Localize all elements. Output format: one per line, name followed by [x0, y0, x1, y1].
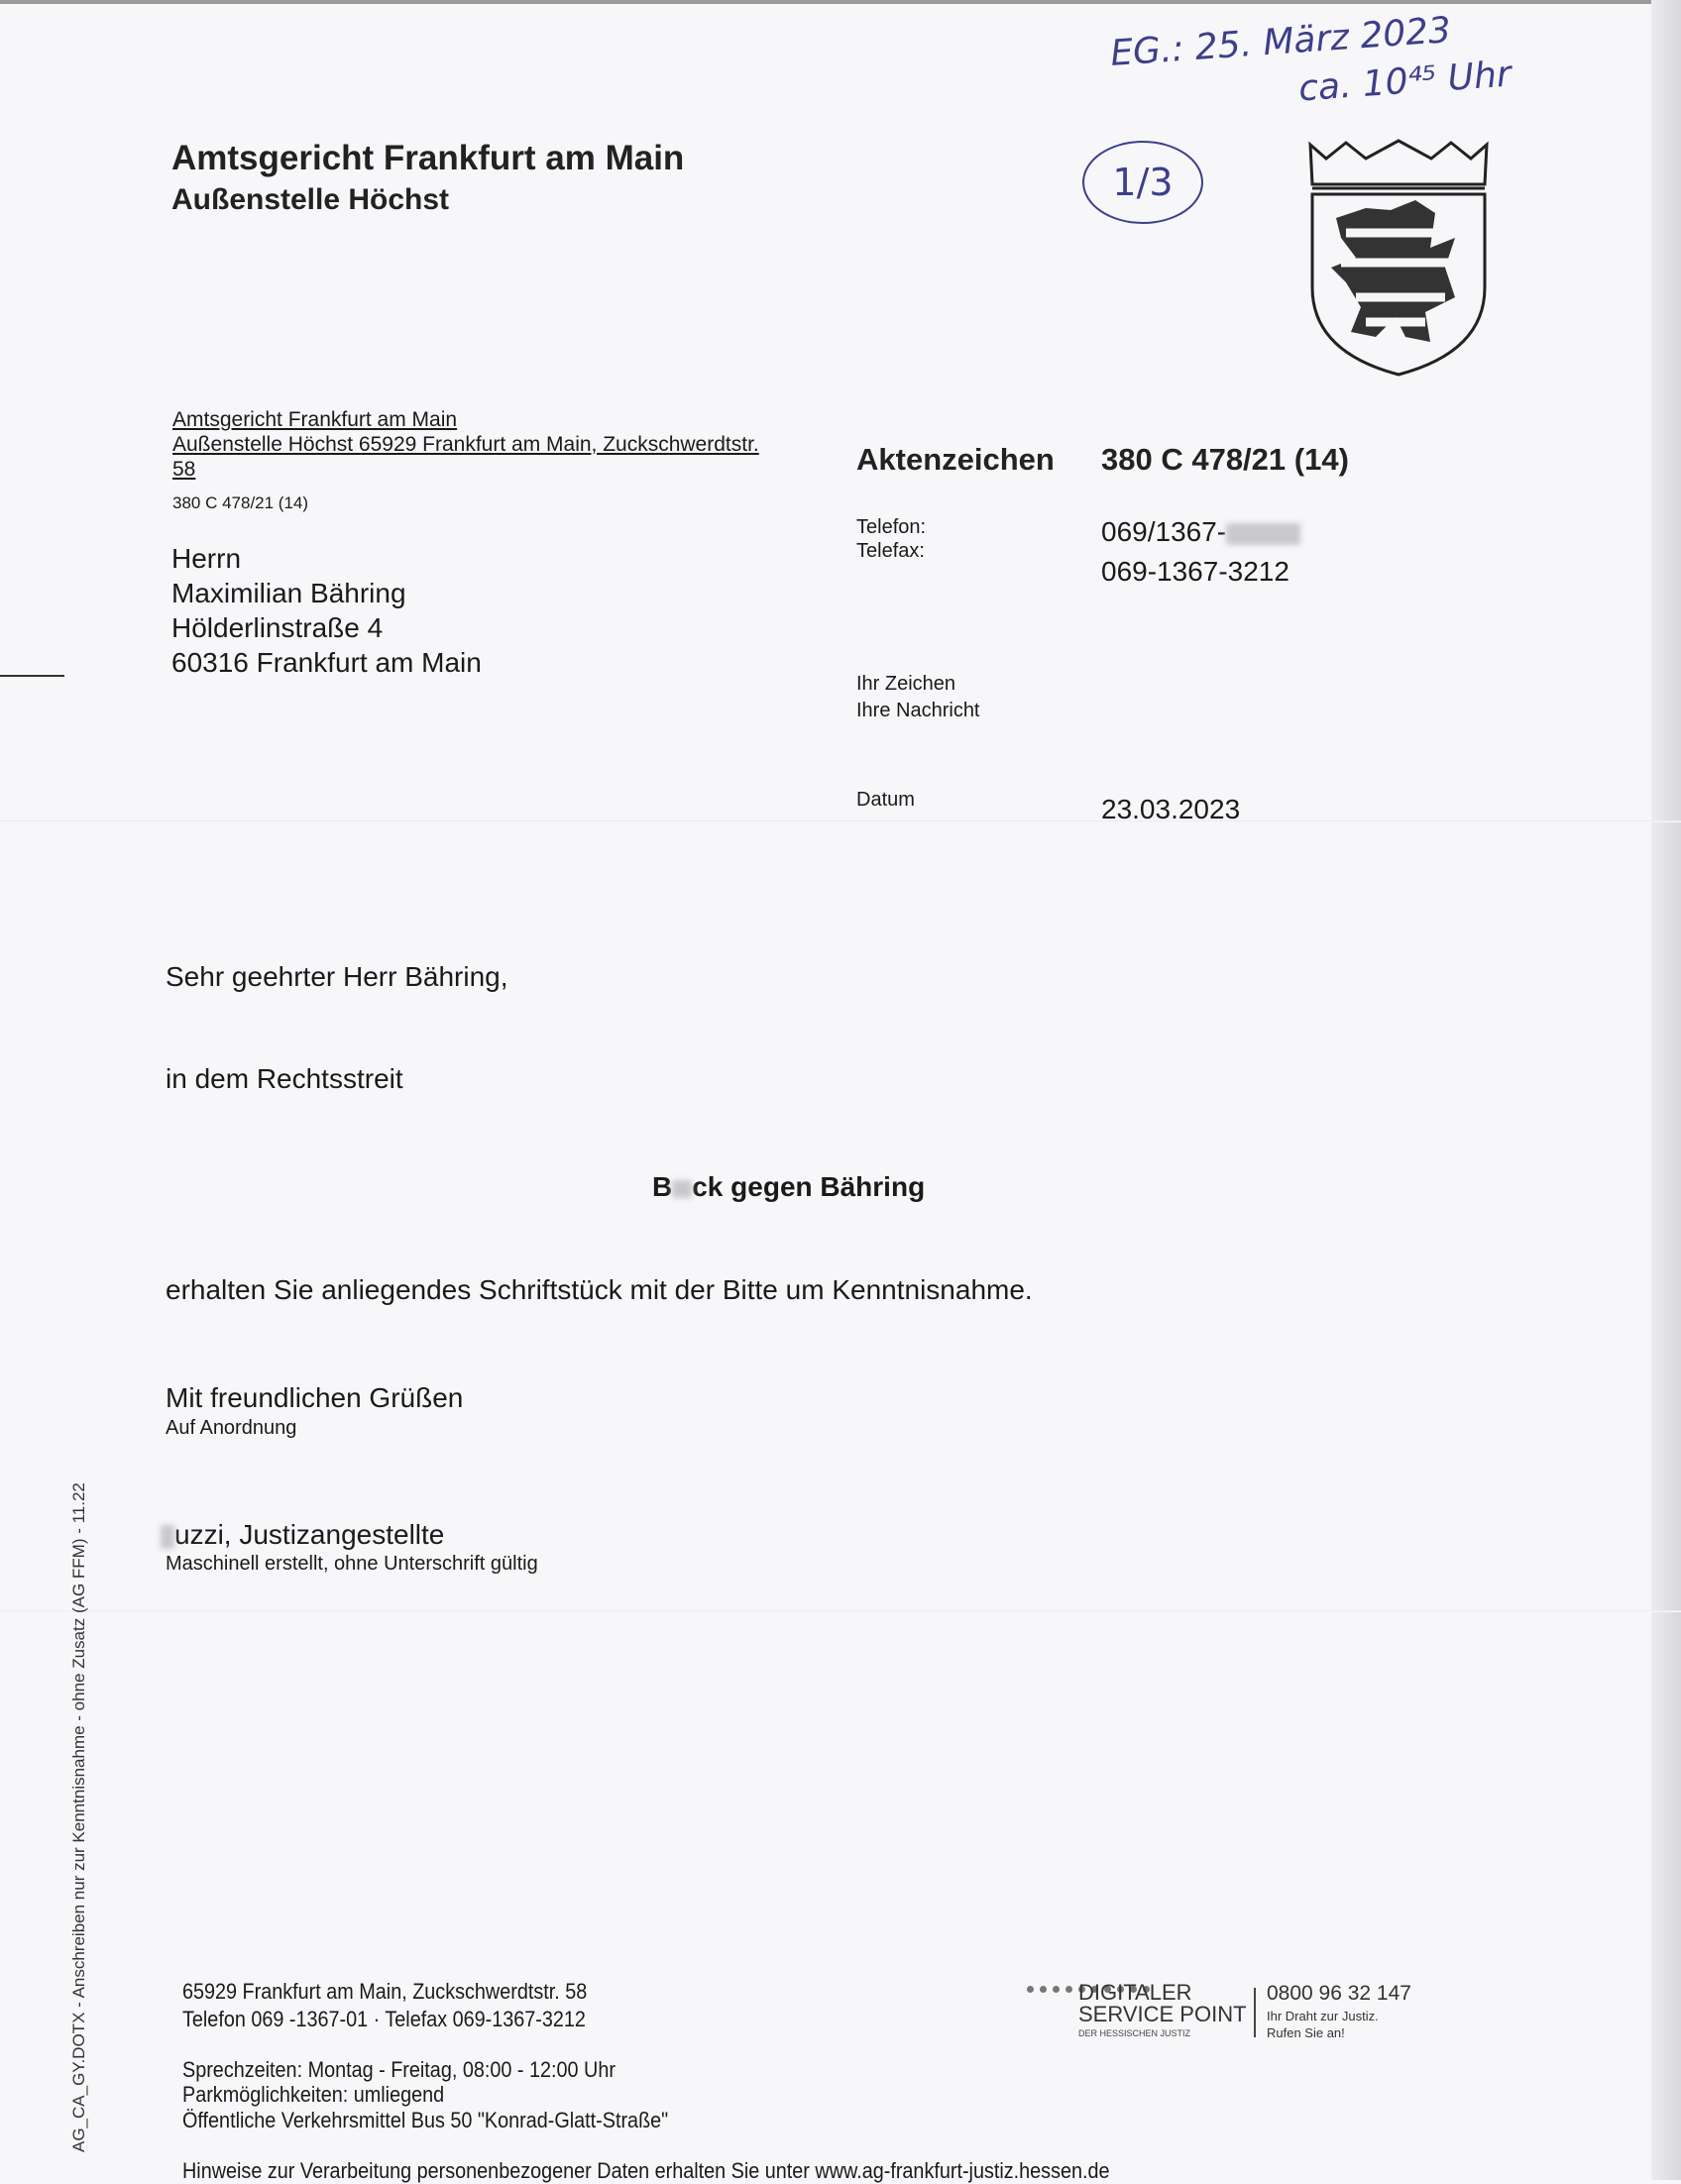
divider [1254, 1988, 1256, 2037]
case-title [652, 1171, 925, 1203]
signature-note: Maschinell erstellt, ohne Unterschrift gültig [166, 1553, 538, 1575]
datum-label: Datum [856, 789, 915, 811]
service-tag1: Ihr Draht zur Justiz. [1267, 2009, 1379, 2023]
footer-phones: Telefon 069 -1367-01 · Telefax 069-1367-3212 [182, 2007, 586, 2031]
return-address-ref: 380 C 478/21 (14) [172, 493, 309, 512]
service-phone: 0800 96 32 147 [1267, 1982, 1411, 2005]
service-line1: DIGITALER [1078, 1980, 1192, 2005]
recipient-salutation: Herrn [171, 543, 242, 574]
order-note: Auf Anordnung [166, 1417, 297, 1439]
telefon-value [1101, 516, 1300, 548]
footer-transit: Öffentliche Verkehrsmittel Bus 50 "Konrad-Glatt-Straße" [182, 2108, 669, 2132]
greeting: Sehr geehrter Herr Bähring, [166, 961, 508, 992]
return-address-line1: Amtsgericht Frankfurt am Main [172, 408, 458, 431]
datum-value: 23.03.2023 [1101, 794, 1241, 824]
fold-line [0, 1610, 1681, 1612]
service-line2: SERVICE POINT [1078, 2002, 1247, 2026]
case-prefix: B [652, 1171, 673, 1202]
return-address-line3: 58 [172, 458, 196, 481]
template-side-text: AG_CA_GY.DOTX - Anschreiben nur zur Kenntnisnahme - ohne Zusatz (AG FFM) - 11.22 [69, 1482, 88, 2152]
signer-name: uzzi, Justizangestellte [174, 1519, 445, 1550]
redacted-block [161, 1525, 174, 1549]
service-tag2: Rufen Sie an! [1267, 2025, 1345, 2040]
footer-address: 65929 Frankfurt am Main, Zuckschwerdtstr. 58 [182, 1979, 588, 2004]
dots-icon [1024, 1982, 1065, 2000]
telefax-label: Telefax: [856, 540, 925, 562]
recipient-street: Hölderlinstraße 4 [171, 612, 384, 643]
return-address-line2: Außenstelle Höchst 65929 Frankfurt am Main, Zuckschwerdtstr. [172, 433, 759, 456]
handwritten-page-mark [1082, 141, 1203, 224]
recipient-name: Maximilian Bähring [171, 578, 406, 608]
scan-edge [0, 0, 1681, 4]
redacted-block [672, 1180, 692, 1198]
body-text: erhalten Sie anliegendes Schriftstück mit der Bitte um Kenntnisnahme. [166, 1274, 1033, 1305]
recipient-city: 60316 Frankfurt am Main [171, 647, 482, 678]
hessen-crest-icon [1306, 139, 1491, 377]
telefon-label: Telefon: [856, 516, 927, 538]
case-rest: ck gegen Bähring [692, 1171, 926, 1202]
aktenzeichen-label: Aktenzeichen [856, 442, 1055, 477]
court-name: Amtsgericht Frankfurt am Main [171, 139, 685, 177]
footer-privacy: Hinweise zur Verarbeitung personenbezogener Daten erhalten Sie unter www.ag-frankfurt-justiz.hessen.de [182, 2158, 1110, 2183]
footer-hours: Sprechzeiten: Montag - Freitag, 08:00 - 12:00 Uhr [182, 2057, 616, 2082]
ihr-zeichen-label: Ihr Zeichen [856, 673, 956, 695]
redacted-block [1226, 523, 1300, 545]
footer-parking: Parkmöglichkeiten: umliegend [182, 2082, 445, 2107]
paper-edge [1651, 0, 1681, 2180]
closing: Mit freundlichen Grüßen [166, 1382, 464, 1413]
telefax-value: 069-1367-3212 [1101, 556, 1289, 587]
telefon-number: 069/1367- [1101, 516, 1227, 547]
aktenzeichen-value: 380 C 478/21 (14) [1101, 442, 1349, 477]
service-point-logo [1024, 1982, 1420, 2045]
fold-mark [0, 675, 64, 677]
handwritten-receipt-time: ca. 10⁴⁵ Uhr [1296, 54, 1513, 110]
handwritten-receipt-date: EG.: 25. März 2023 [1108, 10, 1453, 74]
page-mark-text: 1/3 [1112, 161, 1174, 204]
fold-line [0, 820, 1681, 822]
service-sub: DER HESSISCHEN JUSTIZ [1078, 2028, 1191, 2038]
court-branch: Außenstelle Höchst [171, 183, 450, 216]
intro: in dem Rechtsstreit [166, 1063, 403, 1094]
signer [161, 1519, 444, 1551]
ihre-nachricht-label: Ihre Nachricht [856, 700, 980, 721]
